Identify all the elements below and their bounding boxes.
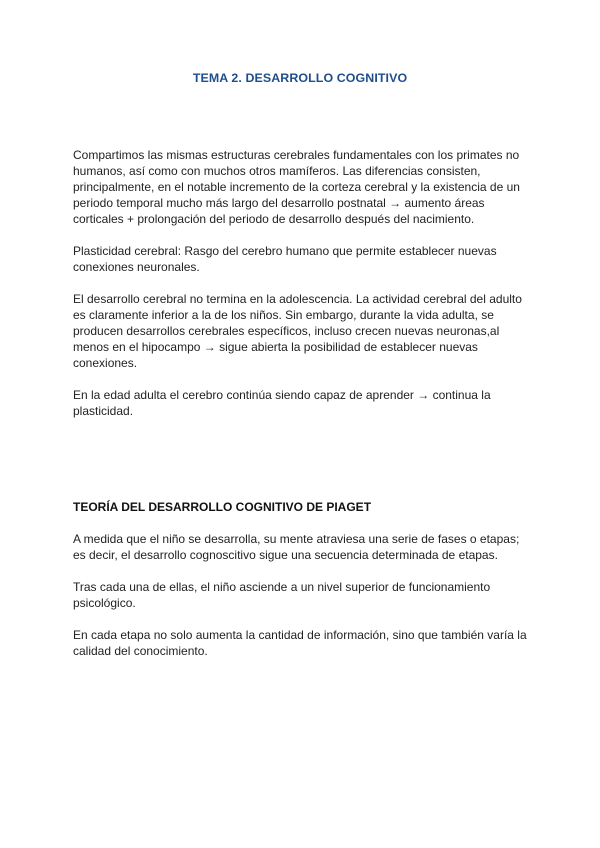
section-heading-piaget: TEORÍA DEL DESARROLLO COGNITIVO DE PIAGET — [73, 500, 372, 514]
paragraph-piaget-levels: Tras cada una de ellas, el niño asciende a un nivel superior de funcionamiento psicológico. — [73, 580, 491, 610]
paragraph-brain-structures: Compartimos las mismas estructuras cerebrales fundamentales con los primates no humanos, así como con muchos otros mamíferos. Las diferencias consisten, principalmente, en el notable incremento de la corteza cerebral y la existencia de un periodo temporal mucho más largo del desarrollo postnatal → aumento áreas corticales + prolongación del periodo de desarrollo después del nacimiento. — [73, 148, 520, 226]
paragraph-piaget-stages: A medida que el niño se desarrolla, su mente atraviesa una serie de fases o etapas; es decir, el desarrollo cognoscitivo sigue una secuencia determinada de etapas. — [73, 532, 520, 562]
document-title: TEMA 2. DESARROLLO COGNITIVO — [192, 71, 408, 85]
paragraph-adult-brain-development: El desarrollo cerebral no termina en la adolescencia. La actividad cerebral del adulto es claramente inferior a la de los niños. Sin embargo, durante la vida adulta, se producen desarrollos cerebrales específicos, incluso crecen nuevas neuronas,al menos en el hipocampo → sigue abierta la posibilidad de establecer nuevas conexiones. — [73, 292, 522, 370]
paragraph-adult-learning: En la edad adulta el cerebro continúa siendo capaz de aprender → continua la plasticidad. — [73, 388, 491, 418]
paragraph-piaget-knowledge: En cada etapa no solo aumenta la cantidad de información, sino que también varía la calidad del conocimiento. — [73, 628, 527, 658]
paragraph-plasticity-definition: Plasticidad cerebral: Rasgo del cerebro humano que permite establecer nuevas conexiones neuronales. — [73, 244, 497, 274]
